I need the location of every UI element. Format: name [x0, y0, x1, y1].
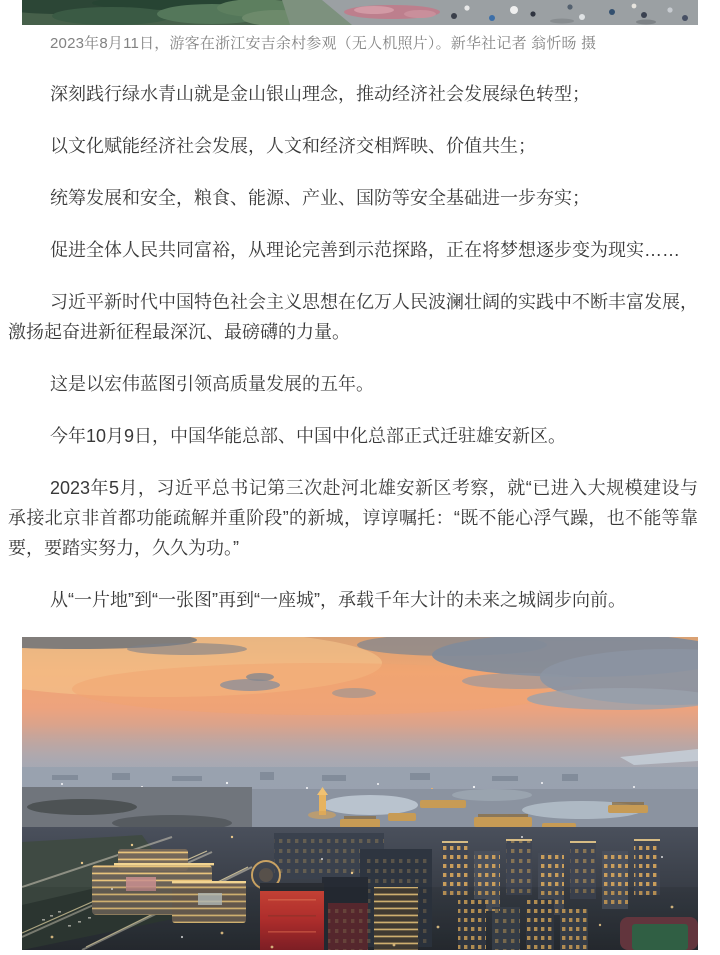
article-paragraph: 今年10月9日，中国华能总部、中国中化总部正式迁驻雄安新区。: [50, 426, 567, 446]
xiongan-dusk-photo: [22, 637, 698, 950]
top-photo-figure: [22, 0, 698, 25]
article-paragraph: 促进全体人民共同富裕，从理论完善到示范探路，正在将梦想逐步变为现实……: [50, 240, 680, 260]
photo-horizon-haze: [22, 725, 698, 797]
article-paragraph: 2023年5月，习近平总书记第三次赴河北雄安新区考察，就“已进入大规模建设与承接北京非首都功能疏解并重阶段”的新城，谆谆嘱托：“既不能心浮气躁，也不能等靠要，要踏实努力，久久为功。”: [8, 478, 698, 558]
anji-village-photo: [22, 0, 698, 25]
article-paragraph: 深刻践行绿水青山就是金山银山理念，推动经济社会发展绿色转型；: [50, 84, 590, 104]
photo-caption: 2023年8月11日，游客在浙江安吉余村参观（无人机照片）。新华社记者 翁忻旸 摄: [50, 35, 597, 52]
article-paragraph: 习近平新时代中国特色社会主义思想在亿万人民波澜壮阔的实践中不断丰富发展，激扬起奋进新征程最深沉、最磅礴的力量。: [8, 292, 698, 342]
article-body: [0, 25, 720, 615]
article-paragraph: 这是以宏伟蓝图引领高质量发展的五年。: [50, 374, 374, 394]
bottom-photo-figure: [22, 637, 698, 950]
article-paragraph: 以文化赋能经济社会发展，人文和经济交相辉映、价值共生；: [50, 136, 536, 156]
article-paragraph: 统筹发展和安全，粮食、能源、产业、国防等安全基础进一步夯实；: [50, 188, 590, 208]
article-paragraph: 从“一片地”到“一张图”再到“一座城”，承载千年大计的未来之城阔步向前。: [50, 590, 626, 610]
